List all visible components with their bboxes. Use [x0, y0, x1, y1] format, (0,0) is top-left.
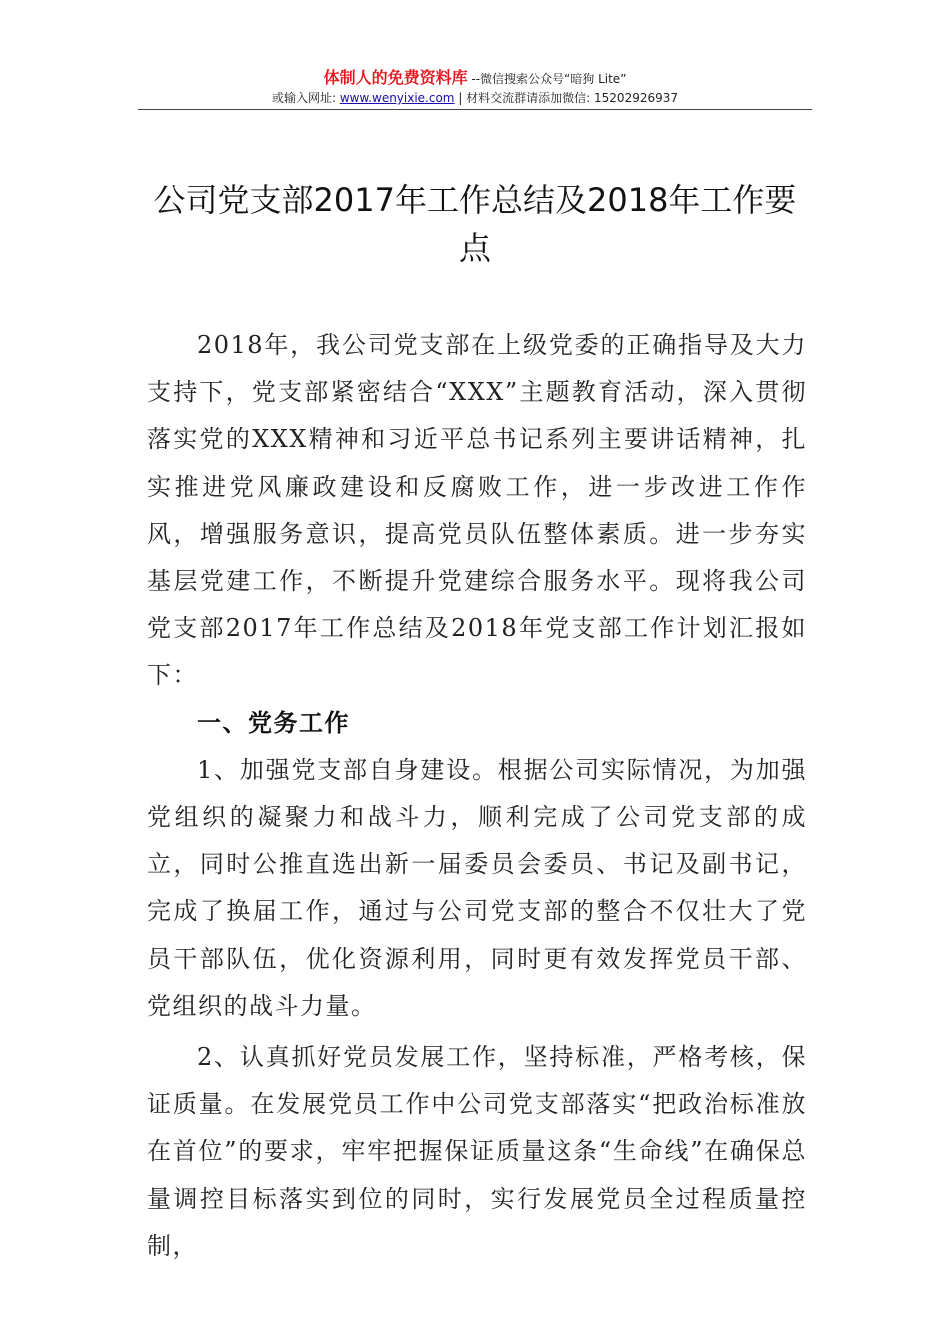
header-url-link[interactable]: www.wenyixie.com: [339, 91, 455, 105]
paragraph-item-1: 1、加强党支部自身建设。根据公司实际情况，为加强党组织的凝聚力和战斗力，顺利完成了公司党支部的成立，同时公推直选出新一届委员会委员、书记及副书记，完成了换届工作，通过与公司党支部的整合不仅壮大了党员干部队伍，优化资源利用，同时更有效发挥党员干部、党组织的战斗力量。: [147, 755, 807, 1020]
header-url-prefix: 或输入网址:: [271, 91, 340, 105]
header-brand: 体制人的免费资料库: [323, 68, 468, 87]
header-search-hint: --微信搜索公众号“暗狗 Lite”: [467, 72, 627, 86]
header-line-2: [138, 89, 812, 107]
paragraph-intro: 2018年，我公司党支部在上级党委的正确指导及大力支持下，党支部紧密结合“XXX”主题教育活动，深入贯彻落实党的XXX精神和习近平总书记系列主要讲话精神，扎实推进党风廉政建设和反腐败工作，进一步改进工作作风，增强服务意识，提高党员队伍整体素质。进一步夯实基层党建工作，不断提升党建综合服务水平。现将我公司党支部2017年工作总结及2018年党支部工作计划汇报如下：: [147, 331, 807, 690]
header-contact: | 材料交流群请添加微信: 15202926937: [454, 91, 679, 105]
header-divider: [138, 109, 812, 110]
page-header: [138, 68, 812, 107]
section-heading: 一、党务工作: [197, 708, 350, 737]
header-line-1: [138, 68, 812, 89]
document-title: 公司党支部2017年工作总结及2018年工作要点: [153, 181, 797, 267]
paragraph-item-2: 2、认真抓好党员发展工作，坚持标准，严格考核，保证质量。在发展党员工作中公司党支部落实“把政治标准放在首位”的要求，牢牢把握保证质量这条“生命线”在确保总量调控目标落实到位的同时，实行发展党员全过程质量控制，: [147, 1043, 807, 1260]
document-body: [147, 322, 807, 1270]
